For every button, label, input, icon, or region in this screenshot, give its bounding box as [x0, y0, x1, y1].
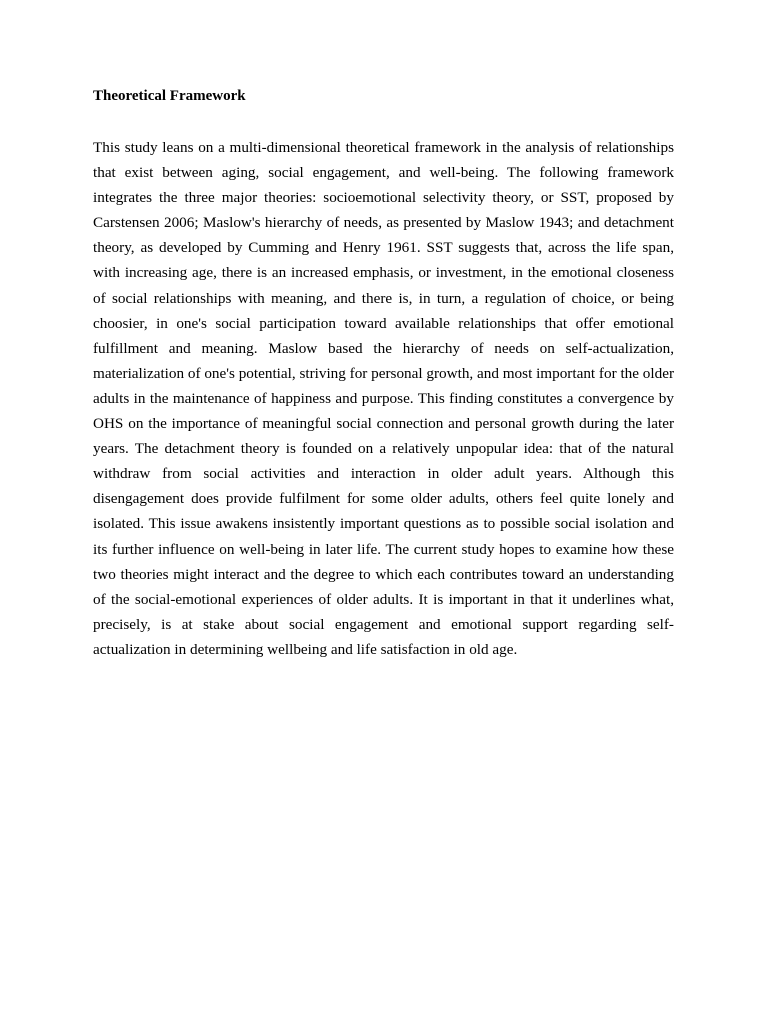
section-heading: Theoretical Framework [93, 88, 246, 104]
document-content [93, 86, 674, 662]
body-paragraph: This study leans on a multi-dimensional theoretical framework in the analysis of relationships that exist between aging, social engagement, and well-being. The following framework integrates the three major theories: socioemotional selectivity theory, or SST, proposed by Carstensen 2006; Maslow's hierarchy of needs, as presented by Maslow 1943; and detachment theory, as developed by Cumming and Henry 1961. SST suggests that, across the life span, with increasing age, there is an increased emphasis, or investment, in the emotional closeness of social relationships with meaning, and there is, in turn, a regulation of choice, or being choosier, in one's social participation toward available relationships that offer emotional fulfillment and meaning. Maslow based the hierarchy of needs on self-actualization, materialization of one's potential, striving for personal growth, and most important for the older adults in the maintenance of happiness and purpose. This finding constitutes a convergence by OHS on the importance of meaningful social connection and personal growth during the later years. The detachment theory is founded on a relatively unpopular idea: that of the natural withdraw from social activities and interaction in older adult years. Although this disengagement does provide fulfilment for some older adults, others feel quite lonely and isolated. This issue awakens insistently important questions as to possible social isolation and its further influence on well-being in later life. The current study hopes to examine how these two theories might interact and the degree to which each contributes toward an understanding of the social-emotional experiences of older adults. It is important in that it underlines what, precisely, is at stake about social engagement and emotional support regarding self-actualization in determining wellbeing and life satisfaction in old age. [93, 139, 674, 658]
